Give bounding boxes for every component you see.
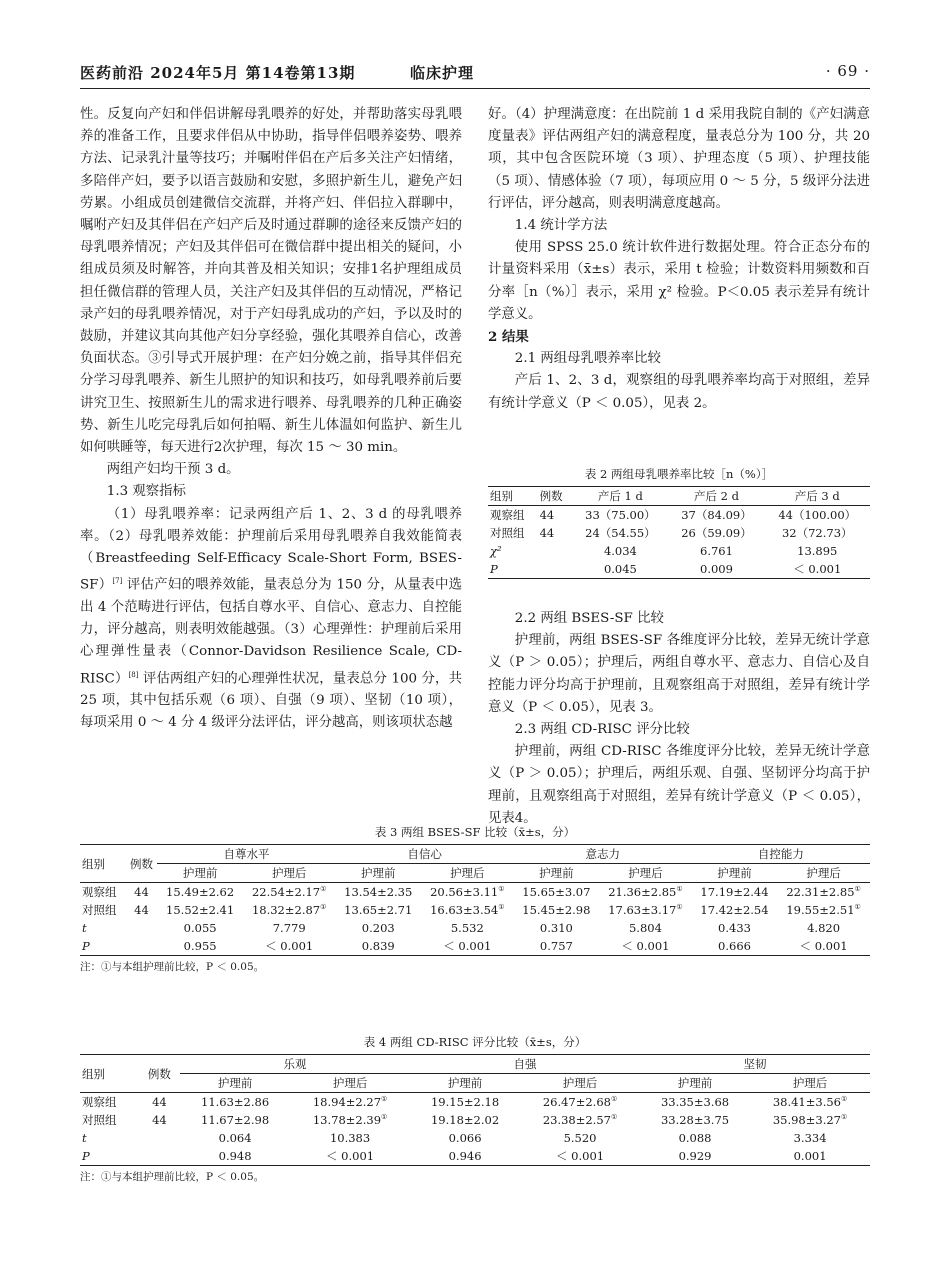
table-cell: 5.532 bbox=[450, 921, 484, 935]
journal-info: 医药前沿 2024年5月 第14卷第13期 bbox=[80, 64, 356, 82]
table-cell: ＜ 0.001 bbox=[777, 937, 870, 956]
table-cell bbox=[538, 542, 573, 560]
table-header-cell: 护理后 bbox=[777, 864, 870, 883]
table-cell: 22.54±2.17① bbox=[251, 885, 327, 899]
table-cell: 20.56±3.11① bbox=[430, 885, 505, 899]
table-cell: 0.929 bbox=[640, 1147, 750, 1166]
table-cell: 11.67±2.98 bbox=[201, 1113, 270, 1127]
table-caption: 表 4 两组 CD-RISC 评分比较（x̄±s，分） bbox=[363, 1035, 587, 1049]
page-number: · 69 · bbox=[825, 62, 870, 80]
table-cell: 26（59.09） bbox=[681, 526, 752, 540]
table-cell: 观察组 bbox=[490, 508, 525, 522]
table-cell: 44 bbox=[134, 903, 149, 917]
table-cell: 13.65±2.71 bbox=[344, 903, 413, 917]
significance-mark: ① bbox=[320, 885, 327, 894]
significance-mark: ① bbox=[610, 1113, 618, 1122]
table-cell: 5.520 bbox=[563, 1131, 597, 1145]
citation: [8] bbox=[128, 670, 139, 679]
table-header-cell: 护理后 bbox=[750, 1074, 870, 1093]
paragraph: 使用 SPSS 25.0 统计软件进行数据处理。符合正态分布的计量资料采用（x̄±s）表示，采用 t 检验；计数资料用频数和百分率［n（%）］表示，采用 χ² 检验。P＜0.05 表示差异有统计学意义。 bbox=[488, 240, 870, 322]
table-cell bbox=[126, 937, 158, 956]
table-cell: 37（84.09） bbox=[681, 508, 752, 522]
table-cell: 15.45±2.98 bbox=[522, 903, 591, 917]
table-cell: t bbox=[82, 1131, 87, 1145]
table-header-cell: 护理前 bbox=[157, 864, 242, 883]
significance-mark: ① bbox=[498, 885, 505, 894]
significance-mark: ① bbox=[854, 903, 861, 912]
table-cell: 对照组 bbox=[490, 526, 525, 540]
table-header-cell: 例数 bbox=[538, 487, 573, 506]
table-cell: χ² bbox=[490, 544, 502, 558]
page-header bbox=[80, 62, 870, 86]
table-cell bbox=[126, 919, 158, 937]
table-cell: 3.334 bbox=[793, 1131, 827, 1145]
paragraph: 好。（4）护理满意度：在出院前 1 d 采用我院自制的《产妇满意度量表》评估两组产妇的满意程度，量表总分为 100 分，共 20 项，其中包含医院环境（3 项）、护理态度（5 项）、护理技能（5 项）、情感体验（7 项），每项应用 0 ～ 5 分，5 级评分法进行评估，评分越高，则表明满意度越高。 bbox=[488, 107, 870, 211]
table-header-cell: 产后 2 d bbox=[668, 487, 764, 506]
table-caption: 表 2 两组母乳喂养率比较［n（%）］ bbox=[584, 467, 774, 481]
table-cell: 44 bbox=[539, 508, 555, 522]
left-column bbox=[80, 104, 462, 735]
table-2 bbox=[488, 466, 870, 579]
paragraph: 产后 1、2、3 d，观察组的母乳喂养率均高于对照组，差异有统计学意义（P ＜ 0.05），见表 2。 bbox=[488, 373, 870, 411]
table-cell: 44 bbox=[134, 885, 149, 899]
table-cell: 19.15±2.18 bbox=[430, 1095, 500, 1109]
table-cell: 13.54±2.35 bbox=[344, 885, 413, 899]
table-header-cell: 组别 bbox=[80, 845, 126, 883]
table-caption: 表 3 两组 BSES-SF 比较（x̄±s，分） bbox=[374, 825, 576, 839]
table-header-cell: 产后 1 d bbox=[572, 487, 668, 506]
section-heading: 2.2 两组 BSES-SF 比较 bbox=[514, 611, 664, 626]
table-cell: 15.52±2.41 bbox=[166, 903, 235, 917]
table-cell: 17.63±3.17① bbox=[608, 903, 683, 917]
data-table bbox=[80, 1054, 870, 1166]
paragraph: 性。反复向产妇和伴侣讲解母乳喂养的好处，并帮助落实母乳喂养的准备工作，且要求伴侣从中协助，指导伴侣喂养姿势、喂养方法、记录乳汁量等技巧；并嘱咐伴侣在产后多关注产妇情绪，多陪伴产妇，要予以语言鼓励和安慰，多照护新生儿，避免产妇劳累。小组成员创建微信交流群，并将产妇、伴侣拉入群聊中，嘱咐产妇及其伴侣在产妇产后及时通过群聊的途径来反馈产妇的母乳喂养情况；产妇及其伴侣可在微信群中提出相关的疑问，小组成员须及时解答，并向其普及相关知识；安排1名护理组成员担任微信群的管理人员，关注产妇及其伴侣的互动情况，严格记录产妇的母乳喂养情况，对于产妇母乳成功的产妇，予以及时的鼓励，并建议其向其他产妇分享经验，强化其喂养自信心，改善负面状态。③引导式开展护理：在产妇分娩之前，指导其伴侣充分学习母乳喂养、新生儿照护的知识和技巧，如母乳喂养前后要讲究卫生、按照新生儿的需求进行喂养、母乳喂养的几种正确姿势、新生儿吃完母乳后如何拍嗝、新生儿体温如何监护、新生儿如何哄睡等，每天进行2次护理，每次 15 ～ 30 min。 bbox=[80, 107, 462, 456]
table-cell bbox=[139, 1147, 180, 1166]
paragraph: （1）母乳喂养率：记录两组产后 1、2、3 d 的母乳喂养率。（2）母乳喂养效能：护理前后采用母乳喂养自我效能简表（Breastfeeding Self-Efficacy Scale-Short Form, BSES-SF）[7] 评估产妇的喂养效能，量表总分为 150 分，从量表中选出 4 个范畴进行评估，包括自尊水平、自信心、意志力、自控能力，评分越高，则表明效能越强。（3）心理弹性：护理前后采用心理弹性量表（Connor-Davidson Resilience Scale, CD-RISC）[8] 评估两组产妇的心理弹性状况，量表总分 100 分，共 25 项，其中包括乐观（6 项）、自强（9 项）、坚韧（10 项），每项采用 0 ～ 4 分 4 级评分法评估，评分越高，则该项状态越 bbox=[80, 506, 462, 731]
table-header-cell: 产后 3 d bbox=[765, 487, 871, 506]
table-cell: 0.946 bbox=[410, 1147, 520, 1166]
section-heading: 1.4 统计学方法 bbox=[514, 218, 608, 234]
table-cell: P bbox=[488, 560, 538, 579]
table-row bbox=[80, 1147, 870, 1166]
significance-mark: ① bbox=[610, 1095, 618, 1104]
table-cell: 0.066 bbox=[448, 1131, 482, 1145]
table-header-cell: 护理前 bbox=[336, 864, 421, 883]
table-cell: 0.955 bbox=[157, 937, 242, 956]
table-header-cell: 自尊水平 bbox=[157, 845, 335, 864]
table-3 bbox=[80, 824, 870, 974]
table-header-cell: 意志力 bbox=[514, 845, 692, 864]
table-cell: 10.383 bbox=[329, 1131, 371, 1145]
right-column-top bbox=[488, 104, 870, 415]
table-cell: 6.761 bbox=[700, 544, 733, 558]
table-cell: 44 bbox=[152, 1095, 167, 1109]
data-table bbox=[488, 486, 870, 579]
significance-mark: ① bbox=[498, 903, 505, 912]
paragraph: 护理前，两组 CD-RISC 各维度评分比较，差异无统计学意义（P ＞ 0.05）；护理后，两组乐观、自强、坚韧评分均高于护理前，且观察组高于对照组，差异有统计学意义（P ＜ 0.05），见表4。 bbox=[488, 744, 870, 826]
table-cell: 15.49±2.62 bbox=[166, 885, 235, 899]
significance-mark: ① bbox=[854, 885, 861, 894]
table-cell: ＜ 0.001 bbox=[765, 560, 871, 579]
table-header-cell: 护理前 bbox=[514, 864, 599, 883]
table-cell: P bbox=[80, 937, 126, 956]
table-row bbox=[80, 1111, 870, 1129]
table-cell: 0.310 bbox=[539, 921, 573, 935]
table-cell: 0.757 bbox=[514, 937, 599, 956]
table-header-cell: 护理后 bbox=[599, 864, 692, 883]
table-cell: t bbox=[82, 921, 87, 935]
table-header-cell: 自强 bbox=[410, 1055, 640, 1074]
table-cell: 0.009 bbox=[668, 560, 764, 579]
table-header-cell: 例数 bbox=[139, 1055, 180, 1093]
table-cell: 17.19±2.44 bbox=[700, 885, 769, 899]
table-row bbox=[488, 560, 870, 579]
table-header-cell: 自信心 bbox=[336, 845, 514, 864]
table-cell: 38.41±3.56① bbox=[772, 1095, 848, 1109]
table-cell: ＜ 0.001 bbox=[290, 1147, 410, 1166]
table-cell: 4.820 bbox=[807, 921, 841, 935]
table-cell: 33.28±3.75 bbox=[660, 1113, 730, 1127]
section-heading: 2 结果 bbox=[488, 329, 529, 346]
table-cell: P bbox=[80, 1147, 139, 1166]
table-row bbox=[488, 506, 870, 525]
table-cell: 观察组 bbox=[82, 1095, 117, 1109]
table-header-cell: 组别 bbox=[488, 487, 538, 506]
table-cell: 0.433 bbox=[718, 921, 751, 935]
table-header-cell: 护理后 bbox=[243, 864, 336, 883]
table-cell: 19.55±2.51① bbox=[786, 903, 861, 917]
section-heading: 1.3 观察指标 bbox=[106, 484, 186, 500]
table-cell: 44 bbox=[539, 526, 555, 540]
table-cell: 32（72.73） bbox=[781, 526, 853, 540]
table-note: 注：①与本组护理前比较，P ＜ 0.05。 bbox=[80, 1171, 265, 1183]
table-cell bbox=[139, 1129, 180, 1147]
significance-mark: ① bbox=[320, 903, 327, 912]
table-row bbox=[488, 524, 870, 542]
table-row bbox=[80, 937, 870, 956]
table-cell: 0.001 bbox=[750, 1147, 870, 1166]
significance-mark: ① bbox=[381, 1113, 388, 1122]
table-cell: 26.47±2.68① bbox=[542, 1095, 618, 1109]
table-cell: 5.804 bbox=[628, 921, 662, 935]
table-cell: 11.63±2.86 bbox=[201, 1095, 270, 1109]
significance-mark: ① bbox=[381, 1095, 388, 1104]
table-cell: 15.65±3.07 bbox=[522, 885, 591, 899]
table-header-cell: 护理后 bbox=[520, 1074, 640, 1093]
table-cell: 对照组 bbox=[82, 903, 117, 917]
citation: [7] bbox=[112, 577, 123, 586]
table-header-cell: 自控能力 bbox=[692, 845, 870, 864]
table-cell: 观察组 bbox=[82, 885, 117, 899]
table-header-cell: 坚韧 bbox=[640, 1055, 870, 1074]
table-cell: 7.779 bbox=[272, 921, 306, 935]
table-cell: 0.045 bbox=[572, 560, 668, 579]
table-header-cell: 护理前 bbox=[640, 1074, 750, 1093]
table-cell: ＜ 0.001 bbox=[243, 937, 336, 956]
table-row bbox=[488, 542, 870, 560]
significance-mark: ① bbox=[676, 903, 683, 912]
table-cell: 13.895 bbox=[797, 544, 838, 558]
table-cell: 0.203 bbox=[361, 921, 395, 935]
table-row bbox=[80, 1129, 870, 1147]
table-cell: 0.666 bbox=[692, 937, 777, 956]
table-cell: 0.064 bbox=[218, 1131, 252, 1145]
table-cell: 13.78±2.39① bbox=[312, 1113, 388, 1127]
table-cell: 0.839 bbox=[336, 937, 421, 956]
table-cell: 33.35±3.68 bbox=[660, 1095, 730, 1109]
table-cell: 24（54.55） bbox=[585, 526, 656, 540]
table-header-cell: 组别 bbox=[80, 1055, 139, 1093]
table-cell: 44（100.00） bbox=[778, 508, 857, 522]
right-column-bottom bbox=[488, 608, 870, 830]
table-cell: 16.63±3.54① bbox=[430, 903, 505, 917]
table-cell: 22.31±2.85① bbox=[786, 885, 861, 899]
table-row bbox=[80, 883, 870, 902]
table-cell: 35.98±3.27① bbox=[772, 1113, 848, 1127]
table-cell: 18.32±2.87① bbox=[251, 903, 327, 917]
table-cell: ＜ 0.001 bbox=[599, 937, 692, 956]
section-heading: 2.1 两组母乳喂养率比较 bbox=[514, 351, 661, 367]
table-header-cell: 乐观 bbox=[180, 1055, 410, 1074]
table-cell: 0.948 bbox=[180, 1147, 290, 1166]
table-cell: 0.055 bbox=[183, 921, 217, 935]
table-cell: 44 bbox=[152, 1113, 167, 1127]
table-cell: 23.38±2.57① bbox=[542, 1113, 618, 1127]
table-cell: 0.088 bbox=[678, 1131, 712, 1145]
table-header-cell: 护理后 bbox=[290, 1074, 410, 1093]
paragraph: 护理前，两组 BSES-SF 各维度评分比较，差异无统计学意义（P ＞ 0.05）；护理后，两组自尊水平、意志力、自信心及自控能力评分均高于护理前，且观察组高于对照组，差异有统计学意义（P ＜ 0.05），见表 3。 bbox=[488, 633, 870, 715]
paragraph: 两组产妇均干预 3 d。 bbox=[106, 462, 240, 478]
significance-mark: ① bbox=[676, 885, 683, 894]
table-cell: 对照组 bbox=[82, 1113, 117, 1127]
table-cell: 4.034 bbox=[603, 544, 637, 558]
table-header-cell: 护理前 bbox=[180, 1074, 290, 1093]
table-row bbox=[80, 901, 870, 919]
table-cell: 17.42±2.54 bbox=[700, 903, 769, 917]
table-row bbox=[80, 1093, 870, 1112]
table-cell: ＜ 0.001 bbox=[421, 937, 514, 956]
table-cell: ＜ 0.001 bbox=[520, 1147, 640, 1166]
table-header-cell: 例数 bbox=[126, 845, 158, 883]
table-cell: 19.18±2.02 bbox=[430, 1113, 500, 1127]
table-header-cell: 护理前 bbox=[410, 1074, 520, 1093]
significance-mark: ① bbox=[841, 1095, 848, 1104]
table-row bbox=[80, 919, 870, 937]
table-header-cell: 护理后 bbox=[421, 864, 514, 883]
table-cell: 18.94±2.27① bbox=[312, 1095, 388, 1109]
table-header-cell: 护理前 bbox=[692, 864, 777, 883]
table-note: 注：①与本组护理前比较，P ＜ 0.05。 bbox=[80, 961, 265, 973]
data-table bbox=[80, 844, 870, 956]
significance-mark: ① bbox=[841, 1113, 848, 1122]
section-heading: 2.3 两组 CD-RISC 评分比较 bbox=[514, 722, 690, 738]
header-rule bbox=[80, 88, 870, 89]
table-cell: 33（75.00） bbox=[585, 508, 656, 522]
table-4 bbox=[80, 1034, 870, 1184]
section-title: 临床护理 bbox=[410, 64, 475, 82]
table-cell: 21.36±2.85① bbox=[608, 885, 683, 899]
table-cell bbox=[538, 560, 573, 579]
